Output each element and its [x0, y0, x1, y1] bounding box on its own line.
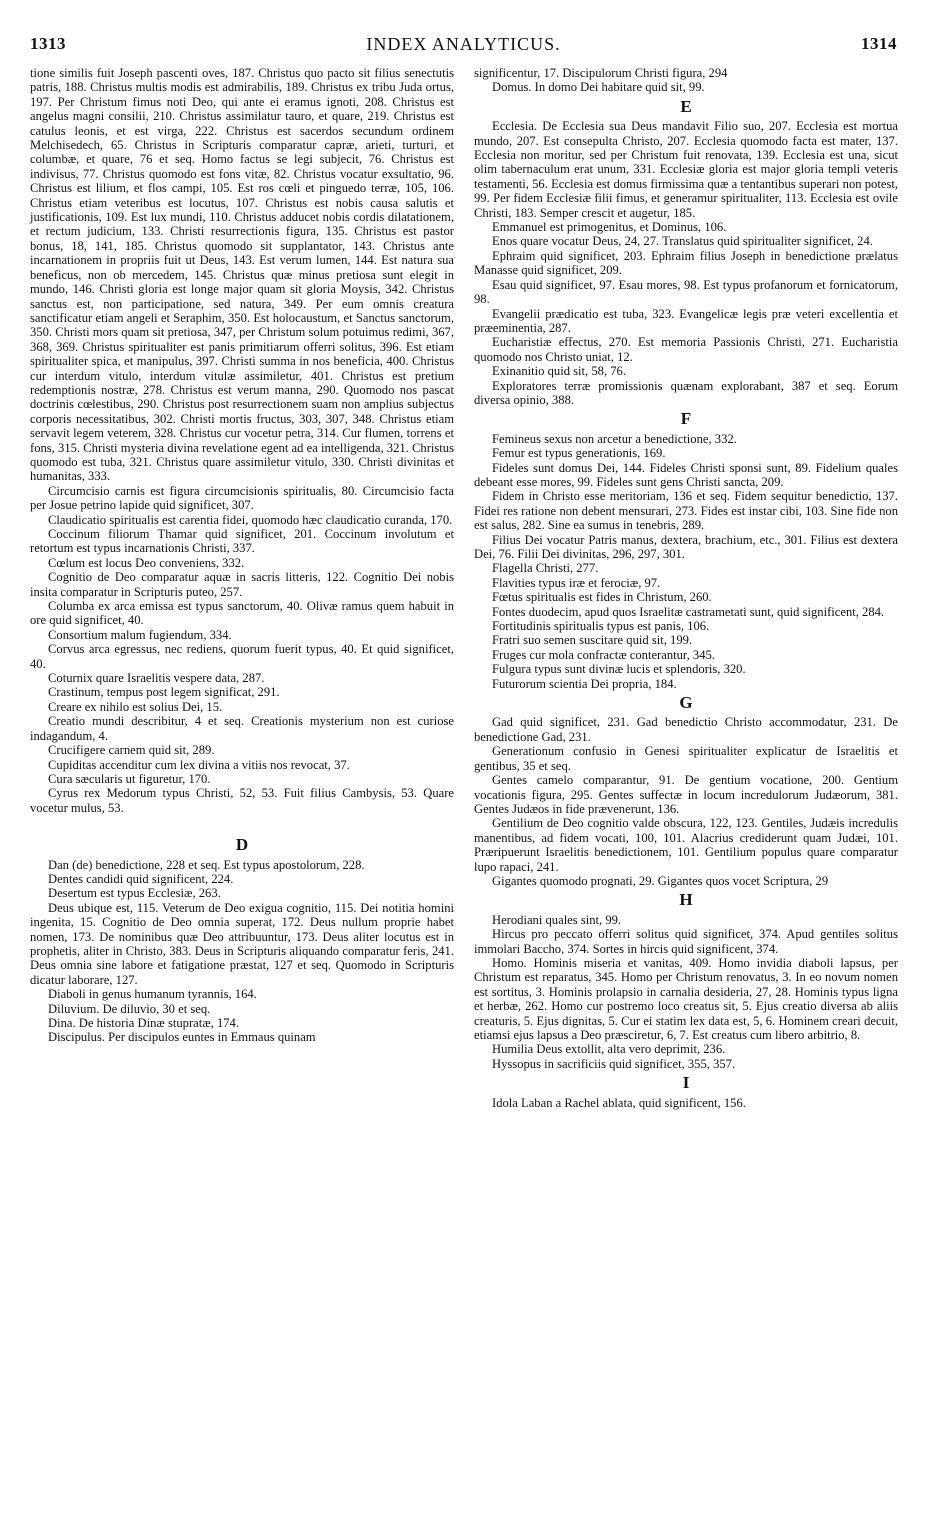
index-entry: Dan (de) benedictione, 228 et seq. Est typus apostolorum, 228.: [48, 857, 365, 872]
index-entry: Fontes duodecim, apud quos Israelitæ castrametati sunt, quid significent, 284.: [492, 604, 885, 619]
section-letter-f: F: [680, 409, 692, 429]
index-entry: Coturnix quare Israelitis vespere data, 287.: [48, 671, 265, 686]
index-entry: Creatio mundi describitur, 4 et seq. Creationis mysterium non est curiose indagandum, 4.: [30, 714, 454, 743]
index-entry: Emmanuel est primogenitus, et Dominus, 106.: [492, 220, 727, 235]
section-d-entries: [30, 858, 454, 1045]
index-entry: Deus ubique est, 115. Veterum de Deo exigua cognitio, 115. Dei notitia homini ingenita, 15. Cognitio de Deo omnia superat, 172. Deus nullum proprie habet nomen, 173. De nominibus quæ Deo attribuuntur, 173. Deus aliter locutus est in prophetis, aliter in Christo, 383. Deus in Scripturis aliquando comparatur feris, 241. Deus omnia sine labore et fatigatione præstat, 127 et seq. Quomodo in Scripturis dicatur laborare, 127.: [30, 900, 454, 987]
index-entry: Fœtus spiritualis est fides in Christum, 260.: [492, 590, 712, 605]
index-entry: Ephraim quid significet, 203. Ephraim filius Joseph in benedictione prælatus Manasse quid significet, 209.: [474, 248, 898, 278]
section-letter-h: H: [679, 890, 693, 910]
index-entry: Eucharistiæ effectus, 270. Est memoria Passionis Christi, 271. Eucharistia quomodo nos Christo uniat, 12.: [474, 335, 898, 364]
index-entry: Hyssopus in sacrificiis quid significet, 355, 357.: [492, 1056, 736, 1071]
index-entry: Exinanitio quid sit, 58, 76.: [492, 364, 626, 379]
index-entry: Creare ex nihilo est solius Dei, 15.: [48, 699, 223, 714]
index-entry: Diaboli in genus humanum tyrannis, 164.: [48, 987, 257, 1002]
index-entry: Diluvium. De diluvio, 30 et seq.: [48, 1001, 211, 1016]
index-entry: Crucifigere carnem quid sit, 289.: [48, 743, 215, 758]
index-entry: Fratri suo semen suscitare quid sit, 199.: [492, 633, 693, 648]
index-entry: Cognitio de Deo comparatur aquæ in sacris litteris, 122. Cognitio Dei nobis insita comparatur in Scripturis puteo, 257.: [30, 570, 454, 599]
index-entry: Femur est typus generationis, 169.: [492, 446, 666, 461]
page-number-left: 1313: [30, 34, 66, 53]
entry-continuation: significentur, 17. Discipulorum Christi figura, 294: [474, 66, 728, 80]
page-number-right: 1314: [861, 34, 897, 53]
index-entry: Herodiani quales sint, 99.: [492, 912, 622, 927]
index-entry: Hircus pro peccato offerri solitus quid significet, 374. Apud gentiles solitus immolari Baccho, 374. Sortes in hircis quid significent, 374.: [474, 927, 898, 956]
index-entry: Fruges cur mola confractæ conterantur, 345.: [492, 647, 715, 662]
index-entry: Cupiditas accenditur cum lex divina a vitiis nos revocat, 37.: [48, 757, 350, 772]
index-entry: Femineus sexus non arcetur a benedictione, 332.: [492, 431, 737, 446]
index-entry: Generationum confusio in Genesi spiritualiter explicatur de Israelitis et gentibus, 35 et seq.: [474, 744, 898, 773]
section-c-entries: [30, 484, 454, 815]
section-letter-d: D: [235, 835, 249, 855]
index-entry: Humilia Deus extollit, alta vero deprimit, 236.: [492, 1042, 726, 1057]
index-entry: Corvus arca egressus, nec rediens, quorum fuerit typus, 40. Et quid significet, 40.: [30, 642, 454, 671]
index-entry: Claudicatio spiritualis est carentia fidei, quomodo hæc claudicatio curanda, 170.: [48, 512, 453, 527]
index-entry: Coccinum filiorum Thamar quid significet, 201. Coccinum involutum et retortum est typus incarnationis Christi, 337.: [30, 527, 454, 556]
index-entry: Esau quid significet, 97. Esau mores, 98. Est typus profanorum et fornicatorum, 98.: [474, 277, 898, 307]
section-letter-e: E: [680, 96, 692, 116]
index-entry: Evangelii prædicatio est tuba, 323. Evangelicæ legis præ veteri excellentia et præeminentia, 287.: [474, 306, 898, 335]
section-i-entries: [474, 1096, 898, 1110]
index-entry: Cyrus rex Medorum typus Christi, 52, 53. Fuit filius Cambysis, 53. Quare vocetur mulus, 53.: [30, 786, 454, 815]
entry-continuation: tione similis fuit Joseph pascenti oves, 187. Christus quo pacto sit filius senectutis patris, 188. Christus multis modis est admirabilis, 189. Christus ex tribu Juda ortus, 197. Per Christum fimus noti Deo, qui ante ei eramus ignoti, 208. Christus est angelus magni consilii, 210. Christus assimilatur tauro, et quare, 219. Christus est catulus leonis, et est virga, 222. Christus est sacerdos secundum ordinem Melchisedech, 65. Christus in Scripturis comparatur capræ, arieti, turturi, et columbæ, et quare, 76 et seq. Homo factus se legi subjecit, 76. Christus est indivisus, 77. Christus quomodo est fons vitæ, 82. Christus vocatur exsultatio, 96. Christus est lilium, et flos campi, 105. Est ros cœli et pinguedo terræ, 105, 106. Christus etiam veteribus est locutus, 107. Christus est nobis causa salutis et justificationis, 109. Est lux mundi, 110. Christus adducet nobis cordis dilatationem, et rectum judicium, 133. Christi resurrectionis figura, 135. Christus est pastor bonus, 18, 141, 185. Christus quomodo sit supplantator, 143. Christus ante incarnationem in propriis fuit ut Deus, 143. Est verum lumen, 144. Est natura sua beneficus, non ob mercedem, 145. Christus quæ minus pretiosa sunt elegit in mundo, 146. Christi gloria est longe major quam sit gloria Moysis, 342. Christus sanctus est, non participatione, sed natura, 349. Per eum omnis creatura sanctificatur etiam angeli et Seraphim, 350. Est holocaustum, et Sanctus sanctorum, 350. Christi mors quam sit pretiosa, 347, per Christum solum potuimus redimi, 367, 368, 369. Christus spiritualiter est panis primitiarum offerri solitus, 396. Est etiam spiritualiter spica, et manipulus, 397. Christi summa in nos beneficia, 400. Christus cur interdum vitulo, interdum vitulæ assimiletur, 401. Christus est pretium redemptionis nostræ, 278. Christus est verum manna, 290. Quomodo nos pascat doctrinis cœlestibus, 290. Christus post resurrectionem suam non amplius subjectus corporis necessitatibus, 302. Christi mortis fructus, 303, 307, 348. Christus etiam servavit legem veterem, 328. Christus cur vocetur petra, 314. Cur flumen, torrens et fons, 315. Christi mysteria divina revelatione egent ad ea intelligenda, 321. Christus quomodo est tuba, 321. Christus quare assimiletur vitulo, 330. Christi divinitas et humanitas, 333.: [30, 66, 454, 484]
index-entry: Idola Laban a Rachel ablata, quid significent, 156.: [492, 1095, 746, 1110]
index-entry: Flagella Christi, 277.: [492, 561, 599, 576]
index-entry: Futurorum scientia Dei propria, 184.: [492, 676, 677, 691]
index-entry: Dentes candidi quid significent, 224.: [48, 871, 234, 886]
index-entry: Fidem in Christo esse meritoriam, 136 et seq. Fidem sequitur benedictio, 137. Fidei res ratione non debent mensurari, 273. Fides est instar cibi, 103. Sine fide non est salus, 282. Sine ea sumus in tenebris, 289.: [474, 489, 898, 533]
section-f-entries: [474, 432, 898, 691]
index-entry: Domus. In domo Dei habitare quid sit, 99.: [492, 80, 705, 95]
index-entry: Homo. Hominis miseria et vanitas, 409. Homo invidia diaboli lapsus, per Christum est reparatus, 345. Homo per Christum renovatus, 3. In eo novum nomen est sortitus, 3. Hominis prolapsio in carnalia desideria, 27, 28. Hominis typus ligna et herbæ, 262. Homo cur postremo loco creatus sit, 5. Ejus creatio diversa ab aliis creaturis, 5. Ejus dignitas, 5. Cur ei statim lex data est, 5, 6. Hominem creari decuit, etiamsi ejus lapsus a Deo præsciretur, 6, 7. Est creatus cum libero arbitrio, 8.: [474, 955, 898, 1042]
right-column: [474, 66, 898, 1110]
index-entry: Filius Dei vocatur Patris manus, dextera, brachium, etc., 301. Filius est dextera Dei, 76. Filii Dei divinitas, 296, 297, 301.: [474, 532, 898, 561]
index-entry: Gentes camelo comparantur, 91. De gentium vocatione, 200. Gentium vocationis figura, 295. Gentes suffectæ in locum incredulorum Judæorum, 381. Gentes Judæos in fide prævenerunt, 136.: [474, 773, 898, 816]
index-entry: Exploratores terræ promissionis quænam explorabant, 387 et seq. Eorum diversa opinio, 388.: [474, 378, 898, 407]
page-header: [30, 34, 897, 58]
section-g-entries: [474, 715, 898, 888]
section-h-entries: [474, 913, 898, 1071]
index-entry: Fideles sunt domus Dei, 144. Fideles Christi sponsi sunt, 89. Fidelium quales debeant esse mores, 99. Fideles sunt gens Christi sancta, 209.: [474, 460, 898, 489]
section-e-entries: [474, 119, 898, 407]
index-entry: Gentilium de Deo cognitio valde obscura, 122, 123. Gentiles, Judæis incredulis manentibus, ad fidem vocati, 100, 101. Alacrius crediderunt quam Judæi, 101. Præripuerunt Israelitis benedictionem, 101. Gentilium populus quare comparatur lupo rapaci, 241.: [474, 816, 898, 874]
index-entry: Cœlum est locus Deo conveniens, 332.: [48, 555, 245, 570]
index-entry: Ecclesia. De Ecclesia sua Deus mandavit Filio suo, 207. Ecclesia est mortua mundo, 207. Est consepulta Christo, 207. Ecclesia quomodo facta est mater, 137. Ecclesia non moritur, sed per Christum fuit renovata, 139. Ecclesia est una, sicut olim tabernaculum erat unum, 331. Ecclesiæ gloria est major gloria templi veteris testamenti, 56. Ecclesia est domus firmissima quæ a tentantibus superari non potest, 99. Per fidem Ecclesiæ filii fimus, et generamur spiritualiter, 113. Ecclesia est ovile Christi, 183. Semper crescit et augetur, 185.: [474, 119, 898, 220]
index-entry: Cura sæcularis ut figuretur, 170.: [48, 771, 211, 786]
index-entry: Enos quare vocatur Deus, 24, 27. Translatus quid spiritualiter significet, 24.: [492, 234, 873, 249]
index-entry: Circumcisio carnis est figura circumcisionis spiritualis, 80. Circumcisio facta per Josue petrino lapide quid significet, 307.: [30, 483, 454, 513]
index-entry: Dina. De historia Dinæ stupratæ, 174.: [48, 1016, 239, 1030]
index-entry: Crastinum, tempus post legem significat, 291.: [48, 685, 280, 700]
index-entry: Desertum est typus Ecclesiæ, 263.: [48, 886, 221, 901]
index-entry: Flavities typus iræ et ferociæ, 97.: [492, 575, 661, 590]
index-entry: Consortium malum fugiendum, 334.: [48, 627, 232, 642]
index-entry: Gigantes quomodo prognati, 29. Gigantes quos vocet Scriptura, 29: [492, 873, 829, 888]
index-entry: Fulgura typus sunt divinæ lucis et splendoris, 320.: [492, 662, 746, 677]
index-entry: Discipulus. Per discipulos euntes in Emmaus quinam: [48, 1030, 316, 1045]
index-entry: Gad quid significet, 231. Gad benedictio Christo accommodatur, 231. De benedictione Gad, 231.: [474, 715, 898, 744]
section-letter-i: I: [682, 1073, 690, 1093]
running-title: INDEX ANALYTICUS.: [366, 34, 561, 54]
section-letter-g: G: [679, 693, 693, 713]
left-column: [30, 66, 454, 1045]
index-entry: Columba ex arca emissa est typus sanctorum, 40. Olivæ ramus quem habuit in ore quid significet, 40.: [30, 599, 454, 628]
index-entry: Fortitudinis spiritualis typus est panis, 106.: [492, 619, 710, 634]
